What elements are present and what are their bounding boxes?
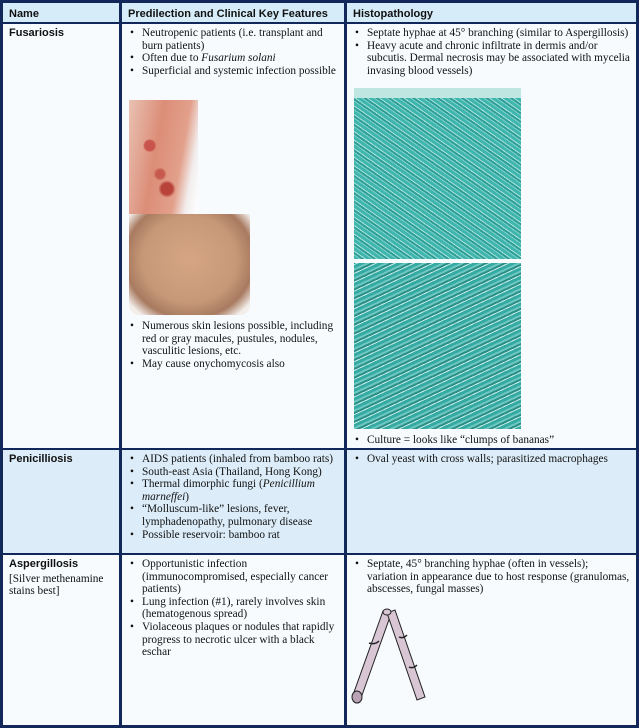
row-aspergillosis-histo (347, 555, 636, 725)
stain-note: [Silver methenamine stains best] (9, 572, 104, 598)
histology-image-1 (354, 88, 521, 259)
row-fusariosis-histo (347, 24, 636, 448)
list-item: • Superficial and systemic infection possible (142, 65, 338, 78)
list-item: • Possible reservoir: bamboo rat (142, 529, 338, 542)
row-penicilliosis-histo (347, 450, 636, 553)
row-fusariosis-clinical (122, 24, 344, 448)
row-penicilliosis-name (3, 450, 119, 553)
list-item: • Numerous skin lesions possible, including red or gray macules, pustules, nodules, vasculitic lesions, etc. (142, 320, 338, 358)
histology-image-2 (354, 263, 521, 429)
list-item: • Septate hyphae at 45° branching (similar to Aspergillosis) (367, 27, 630, 40)
list-item: • South-east Asia (Thailand, Hong Kong) (142, 466, 338, 479)
list-item: • Violaceous plaques or nodules that rapidly progress to necrotic ulcer with a black eschar (142, 621, 338, 659)
list-item: • AIDS patients (inhaled from bamboo rats) (142, 453, 338, 466)
header-clinical: Predilection and Clinical Key Features (122, 3, 344, 22)
list-item: • Heavy acute and chronic infiltrate in dermis and/or subcutis. Dermal necrosis may be associated with mycelia invasing blood vessels) (367, 40, 630, 78)
list-item: • Oval yeast with cross walls; parasitized macrophages (367, 453, 630, 466)
row-fusariosis-name (3, 24, 119, 448)
header-name: Name (3, 3, 119, 22)
disease-name: Fusariosis (9, 27, 65, 39)
header-histopathology: Histopathology (347, 3, 636, 22)
list-item: • May cause onychomycosis also (142, 358, 338, 371)
hyphae-diagram (347, 605, 447, 725)
list-item: • Neutropenic patients (i.e. transplant and burn patients) (142, 27, 338, 52)
list-item: • Culture = looks like “clumps of bananas” (367, 434, 554, 447)
list-item: • Septate, 45° branching hyphae (often in vessels); variation in appearance due to host response (granulomas, abscesses, fungal masses) (367, 558, 630, 596)
clinical-photo-back (129, 214, 250, 315)
list-item: • Opportunistic infection (immunocompromised, especially cancer patients) (142, 558, 338, 596)
disease-name: Aspergillosis (9, 558, 79, 570)
list-item: • Thermal dimorphic fungi (Penicillium marneffei) (142, 478, 338, 503)
row-penicilliosis-clinical (122, 450, 344, 553)
clinical-photo-arm (129, 100, 198, 214)
list-item: • Lung infection (#1), rarely involves skin (hematogenous spread) (142, 596, 338, 621)
row-aspergillosis-clinical (122, 555, 344, 725)
row-aspergillosis-name (3, 555, 119, 725)
list-item: • Often due to Fusarium solani (142, 52, 338, 65)
disease-name: Penicilliosis (9, 453, 73, 465)
list-item: • “Molluscum-like” lesions, fever, lymphadenopathy, pulmonary disease (142, 503, 338, 528)
